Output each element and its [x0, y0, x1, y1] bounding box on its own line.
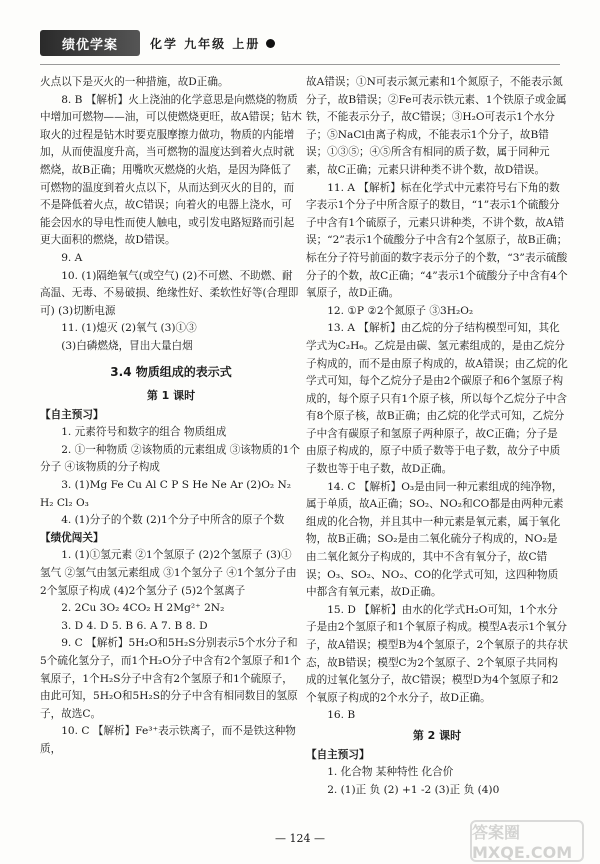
- paragraph: 10. (1)隔绝氧气(或空气) (2)不可燃、不助燃、耐高温、无毒、不易破损、绝缘性好、柔软性好等(合理即可) (3)切断电源: [40, 269, 299, 317]
- list-item: 3. (1)Mg Fe Cu Al C P S He Ne Ar (2)O₂ N₂ H₂ Cl₂ O₃: [40, 479, 292, 509]
- header: [40, 30, 275, 56]
- tag-preview: 【自主预习】: [306, 748, 370, 761]
- paragraph: 16. B: [327, 709, 356, 722]
- list-item: 10. C 【解析】Fe³⁺表示铁离子，而不是铁这种物质，: [40, 725, 296, 755]
- lesson-title: 第 1 课时: [146, 389, 196, 403]
- paragraph: 13. A 【解析】由乙烷的分子结构模型可知，其化学式为C₂H₆。乙烷是由碳、氢元素组成的，是由乙烷分子构成的，而不是由原子构成的，故A错误；由乙烷的化学式可知，每个乙烷分子是由2个碳原子和6个氢原子构成的，每个原子只有1个原子核，所以每个乙烷分子中含有8个原子核，故B正确；由乙烷的化学式可知，乙烷分子中含有碳原子和氢原子两种原子，故C正确；分子是由原子构成的，原子中质子数等于电子数，故分子中质子数也等于电子数，故D正确。: [306, 322, 568, 476]
- left-column: [40, 74, 302, 759]
- paragraph: 11. (1)熄灭 (2)氧气 (3)①③: [61, 322, 197, 335]
- list-item: 2. 2Cu 3O₂ 4CO₂ H 2Mg²⁺ 2N₂: [61, 602, 225, 615]
- right-column: [306, 74, 568, 799]
- tag-practice: 【绩优闯关】: [40, 531, 104, 544]
- list-item: 1. (1)①氢元素 ②1个氢原子 (2)2个氢原子 (3)①氢气 ②氢气由氢元素组成 ③1个氢分子 ④1个氢分子由2个氢原子构成 (4)2个氢分子 (5)2个氢离子: [40, 549, 297, 597]
- paragraph: 12. ①P ②2个氮原子 ③3H₂O₂: [327, 304, 474, 317]
- list-item: 2. (1)正 负 (2) +1 -2 (3)正 负 (4)0: [327, 783, 500, 796]
- paragraph: 火点以下是灭火的一种措施，故D正确。: [40, 76, 229, 88]
- lesson-title: 第 2 课时: [412, 728, 462, 742]
- list-item: 4. (1)分子的个数 (2)1个分子中所含的原子个数: [61, 514, 285, 527]
- header-rule: [40, 64, 560, 65]
- page-number: — 124 —: [275, 832, 325, 845]
- list-item: 1. 化合物 某种特性 化合价: [327, 766, 454, 779]
- list-item: 3. D 4. D 5. B 6. A 7. B 8. D: [61, 619, 208, 632]
- paragraph: 15. D 【解析】由水的化学式H₂O可知，1个水分子是由2个氢原子和1个氧原子构成。模型A表示1个氧分子，故A错误；模型B为4个氢原子，2个氧原子的共存状态，故B错误；模型C为2个氢原子、2个氧原子共同构成的过氧化氢分子，故C错误；模型D为4个氢原子和2个氧原子构成的2个水分子，故D正确。: [306, 603, 568, 704]
- paragraph: 8. B 【解析】火上浇油的化学意思是向燃烧的物质中增加可燃物——油，可以使燃烧更旺，故A错误；钻木取火的过程是钻木时要克服摩擦力做功，物质的内能增加，从而使温度升高，当可燃物的温度达到着火点时就燃烧，故B正确；用嘴吹灭燃烧的火焰，是因为降低了可燃物的温度到着火点以下，从而达到灭火的目的，而不是降低着火点，故C错误；向着火的电器上浇水，可能会因水的导电性而使人触电，或引发电路短路而引起更大面积的燃烧，故D错误。: [40, 93, 302, 247]
- paragraph: 故A错误；①N可表示氮元素和1个氮原子，不能表示氮分子，故B错误；②Fe可表示铁元素、1个铁原子或金属铁，不能表示分子，故C错误；③H₂O可表示1个水分子；⑤NaCl由离子构成，不能表示1个分子，故B错误；①③⑤；④⑤所含有相同的质子数，属于同种元素，故C正确；元素只讲种类不讲个数，故D错误。: [306, 76, 567, 176]
- paragraph: 14. C 【解析】O₃是由同一种元素组成的纯净物，属于单质，故A正确；SO₂、NO₂和CO都是由两种元素组成的化合物，并且其中一种元素是氧元素，属于氧化物，故B正确；SO₂是由二氧化硫分子构成的，NO₂是由二氧化氮分子构成的，其中不含有氧分子，故C错误；O₃、SO₂、NO₂、CO的化学式可知，这四种物质中都含有氧元素，故D正确。: [306, 480, 564, 599]
- list-item: 9. C 【解析】5H₂O和5H₂S分别表示5个水分子和5个硫化氢分子，而1个H₂O分子中含有2个氢原子和1个氧原子，1个H₂S分子中含有2个氢原子和1个硫原子，由此可知，5H₂O和5H₂S的分子中含有相同数目的氢原子，故选C。: [40, 637, 302, 720]
- paragraph: 11. A 【解析】标在化学式中元素符号右下角的数字表示1个分子中所含原子的数目，“1”表示1个硫酸分子中含有1个硫原子，元素只讲种类，不讲个数，故A错误；“2”表示1个硫酸分子中含有2个氢原子，故B正确；标在分子符号前面的数字表示分子的个数，“3”表示硫酸分子的个数，故C正确；“4”表示1个硫酸分子中含有4个氧原子，故D正确。: [306, 181, 568, 300]
- watermark: 答案圈 MXQE.COM: [470, 820, 584, 862]
- tag-preview: 【自主预习】: [40, 408, 104, 421]
- section-title: 3.4 物质组成的表示式: [110, 364, 232, 379]
- paragraph: 9. A: [61, 251, 83, 264]
- logo: 绩优学案: [40, 30, 140, 56]
- list-item: 2. ①一种物质 ②该物质的元素组成 ③该物质的1个分子 ④该物质的分子构成: [40, 443, 301, 474]
- paragraph: (3)白磷燃烧，冒出大量白烟: [61, 339, 193, 352]
- list-item: 1. 元素符号和数字的组合 物质组成: [61, 426, 227, 439]
- subject-label: 化学 九年级 上册: [150, 36, 261, 51]
- bullet-icon: [266, 39, 275, 48]
